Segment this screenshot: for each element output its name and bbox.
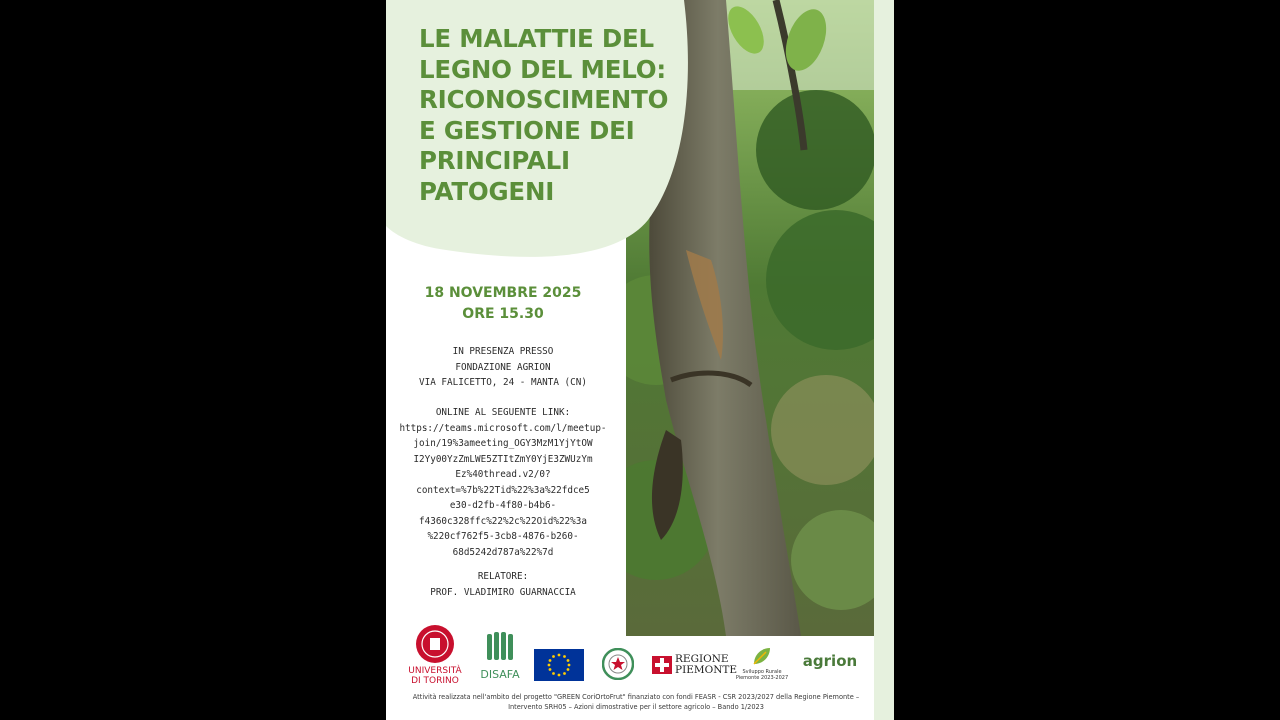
online-link-line: %220cf762f5-3cb8-4876-b260- [427, 531, 579, 542]
disafa-emblem-icon [482, 632, 518, 662]
online-link-line: Ez%40thread.v2/0? [455, 469, 551, 480]
title-line: PRINCIPALI [419, 146, 570, 175]
title-line: PATOGENI [419, 176, 555, 206]
online-link-line: join/19%3ameeting_OGY3MzM1YjYtOW [413, 438, 593, 449]
sviluppo-line: Sviluppo Rurale [742, 669, 782, 675]
footer-note [398, 692, 874, 712]
unito-line: DI TORINO [411, 676, 459, 686]
speaker-info [386, 569, 620, 600]
footer-line: Intervento SRH05 – Azioni dimostrative per il settore agricolo – Bando 1/2023 [508, 703, 764, 711]
disafa-logo-text: DISAFA [480, 668, 520, 681]
unito-line: UNIVERSITÀ [408, 666, 462, 676]
title-line: LEGNO DEL MELO: [419, 54, 667, 84]
sviluppo-line: Piemonte 2023-2027 [735, 675, 789, 681]
online-link-line: f4360c328ffc%22%2c%22Oid%22%3a [419, 515, 587, 527]
regione-line: PIEMONTE [675, 664, 738, 676]
unito-logo-text [402, 666, 468, 686]
online-line: ONLINE AL SEGUENTE LINK: [435, 407, 571, 418]
italian-republic-emblem-icon [602, 648, 634, 680]
title-line: RICONOSCIMENTO [419, 85, 669, 114]
online-link-line: e30-d2fb-4f80-b4b6- [449, 500, 557, 511]
eu-flag-icon [534, 649, 584, 681]
online-link-line: 68d5242d787a%22%7d [452, 546, 554, 558]
online-link-line: I2Yy00YzZmLWE5ZTItZmY0YjE3ZWUzYm [413, 453, 593, 465]
speaker-name: PROF. VLADIMIRO GUARNACCIA [430, 586, 576, 598]
online-link-line: https://teams.microsoft.com/l/meetup- [399, 422, 607, 434]
event-date: 18 NOVEMBRE 2025 [424, 285, 582, 301]
regione-piemonte-shield-icon [652, 656, 672, 674]
venue-line: VIA FALICETTO, 24 - MANTA (CN) [419, 377, 587, 388]
online-link-line: context=%7b%22Tid%22%3a%22fdce5 [416, 484, 590, 496]
event-time: ORE 15.30 [462, 306, 544, 322]
title-line: E GESTIONE DEI [419, 115, 635, 145]
regione-line: REGIONE [675, 653, 729, 665]
right-border-strip [874, 0, 894, 720]
poster [386, 0, 894, 720]
poster-title [419, 24, 679, 207]
sviluppo-rurale-leaf-icon [750, 644, 774, 668]
venue-line: IN PRESENZA PRESSO [452, 346, 554, 357]
venue-line: FONDAZIONE AGRION [455, 361, 551, 373]
regione-piemonte-logo-text [675, 653, 738, 676]
online-link-info [386, 405, 620, 560]
unito-seal-icon [414, 624, 456, 664]
speaker-label: RELATORE: [477, 571, 529, 582]
agrion-logo-text: agrion [802, 652, 858, 670]
footer-line: Attività realizzata nell'ambito del progetto "GREEN CoriOrtoFrut" finanziato con fondi FEASR - CSR 2023/2027 della Regione Piemonte – [412, 693, 860, 701]
title-line: LE MALATTIE DEL [419, 24, 654, 53]
venue-info [386, 344, 620, 391]
logo-strip [386, 636, 874, 690]
sviluppo-rurale-logo-text [732, 669, 792, 681]
